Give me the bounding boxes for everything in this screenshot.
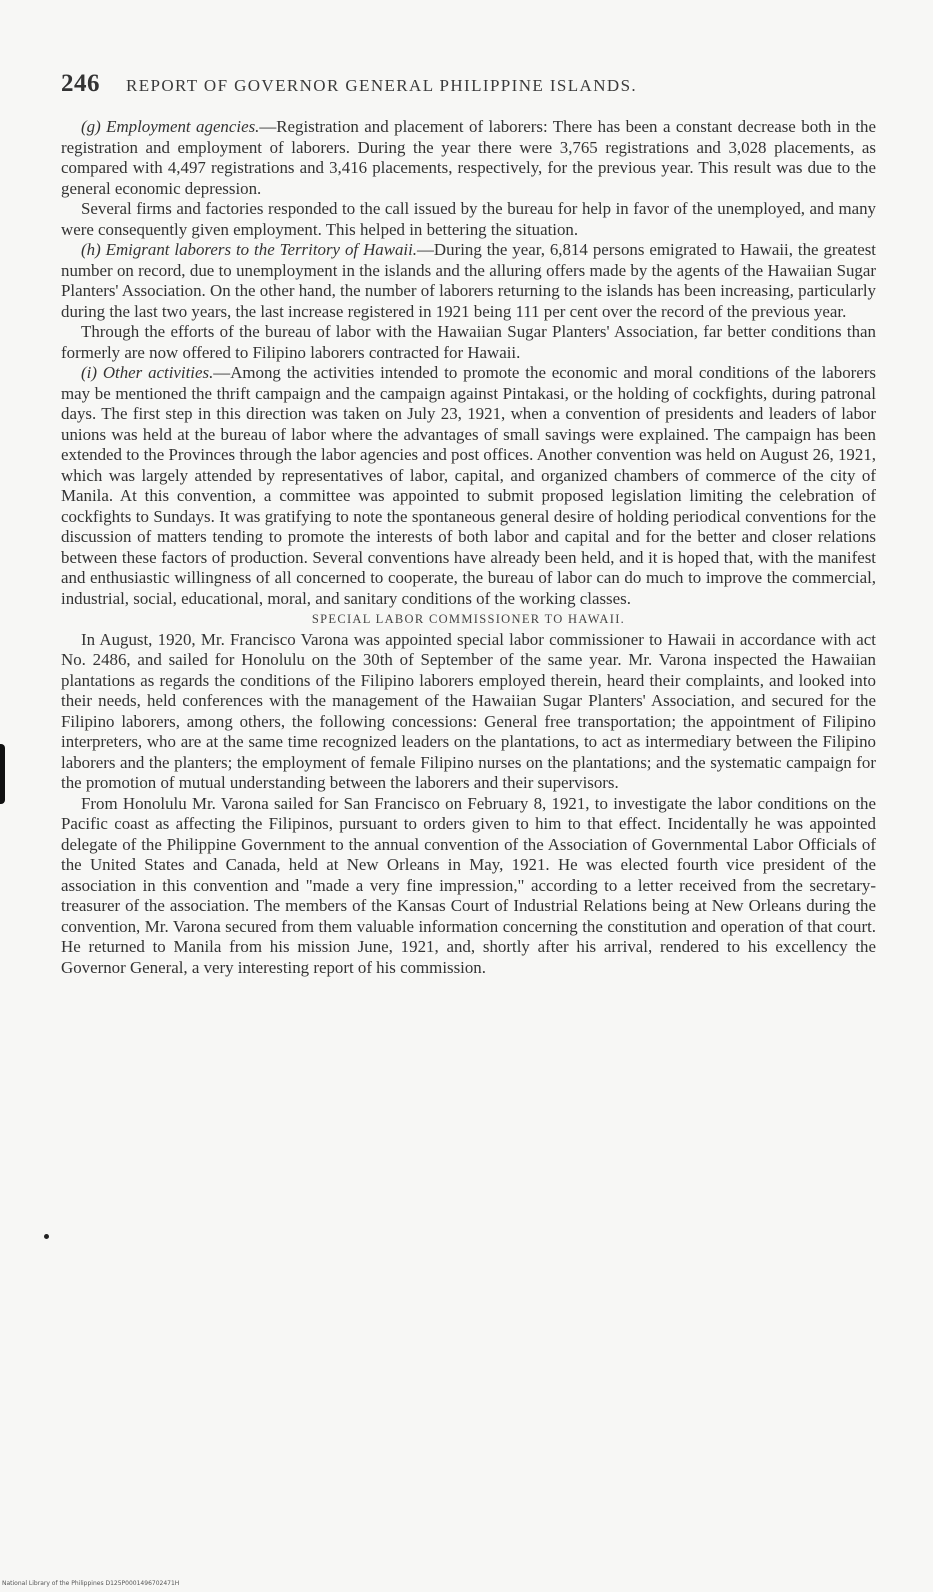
running-head: REPORT OF GOVERNOR GENERAL PHILIPPINE ISLANDS. bbox=[126, 76, 638, 95]
paragraph-employment-agencies bbox=[61, 117, 876, 199]
section-heading: SPECIAL LABOR COMMISSIONER TO HAWAII. bbox=[311, 612, 626, 626]
margin-mark bbox=[0, 744, 5, 804]
subsection-label: (g) Employment agencies. bbox=[81, 117, 260, 136]
scan-footer: National Library of the Philippines D125P0001496702471H bbox=[2, 1580, 180, 1587]
paragraph-emigrant-laborers bbox=[61, 240, 876, 322]
subsection-label: (h) Emigrant laborers to the Territory of Hawaii. bbox=[81, 240, 418, 259]
paragraph-other-activities bbox=[61, 363, 876, 609]
paragraph-better-conditions: Through the efforts of the bureau of labor with the Hawaiian Sugar Planters' Association, far better conditions than formerly are now offered to Filipino laborers contracted for Hawaii. bbox=[61, 322, 876, 362]
paragraph-text: —Among the activities intended to promote the economic and moral conditions of the laborers may be mentioned the thrift campaign and the campaign against Pintakasi, or the holding of cockfights, during patronal days. The first step in this direction was taken on July 23, 1921, when a convention of presidents and leaders of labor unions was held at the bureau of labor where the advantages of small savings were explained. The campaign has been extended to the Provinces through the labor agencies and post offices. Another convention was held on August 26, 1921, which was largely attended by representatives of labor, capital, and organized chambers of commerce of the city of Manila. At this convention, a committee was appointed to submit proposed legislation limiting the celebration of cockfights to Sundays. It was gratifying to note the spontaneous general desire of holding periodical conventions for the discussion of matters tending to promote the interests of both labor and capital and for the better and closer relations between these factors of production. Several conventions have already been held, and it is hoped that, with the manifest and enthusiastic willingness of all concerned to cooperate, the bureau of labor can do much to improve the commercial, industrial, social, educational, moral, and sanitary conditions of the working classes. bbox=[61, 363, 876, 608]
paragraph-varona-appointment: In August, 1920, Mr. Francisco Varona was appointed special labor commissioner to Hawaii in accordance with act No. 2486, and sailed for Honolulu on the 30th of September of the same year. Mr. Varona inspected the Hawaiian plantations as regards the conditions of the Filipino laborers employed therein, heard their complaints, and looked into their needs, held conferences with the management of the Hawaiian Sugar Planters' Association, and secured for the Filipino laborers, among others, the following concessions: General free transportation; the appointment of Filipino interpreters, who are at the same time recognized leaders on the plantations, to act as intermediary between the Filipino laborers and the planters; the employment of female Filipino nurses on the plantations; and the systematic campaign for the promotion of mutual understanding between the laborers and their supervisors. bbox=[61, 629, 876, 792]
margin-dot bbox=[44, 1234, 49, 1239]
page-number: 246 bbox=[61, 70, 100, 97]
body-text bbox=[61, 117, 876, 978]
paragraph-text: —Registration and placement of laborers: There has been a constant decrease both in the registration and employment of laborers. During the year there were 3,765 registrations and 3,028 placements, as compared with 4,497 registrations and 3,416 placements, respectively, for the previous year. This result was due to the general economic depression. bbox=[61, 117, 876, 198]
paragraph-unemployment-help: Several firms and factories responded to the call issued by the bureau for help in favor of the unemployed, and many were consequently given employment. This helped in bettering the situation. bbox=[61, 199, 876, 239]
page-header bbox=[61, 70, 861, 98]
paragraph-varona-mission: From Honolulu Mr. Varona sailed for San Francisco on February 8, 1921, to investigate the labor conditions on the Pacific coast as affecting the Filipinos, pursuant to orders given to him to that effect. Incidentally he was appointed delegate of the Philippine Government to the annual convention of the Association of Governmental Labor Officials of the United States and Canada, held at New Orleans in May, 1921. He was elected fourth vice president of the association in this convention and "made a very fine impression," according to a letter received from the secretary-treasurer of the association. The members of the Kansas Court of Industrial Relations being at New Orleans during the convention, Mr. Varona secured from them valuable information concerning the constitution and operation of that court. He returned to Manila from his mission June, 1921, and, shortly after his arrival, rendered to his excellency the Governor General, a very interesting report of his commission. bbox=[61, 793, 876, 977]
subsection-label: (i) Other activities. bbox=[81, 363, 214, 382]
paragraph-text: —During the year, 6,814 persons emigrated to Hawaii, the greatest number on record, due to unemployment in the islands and the alluring offers made by the agents of the Hawaiian Sugar Planters' Association. On the other hand, the number of laborers returning to the islands has been increasing, particularly during the last two years, the last increase registered in 1921 being 111 per cent over the record of the previous year. bbox=[61, 240, 876, 321]
